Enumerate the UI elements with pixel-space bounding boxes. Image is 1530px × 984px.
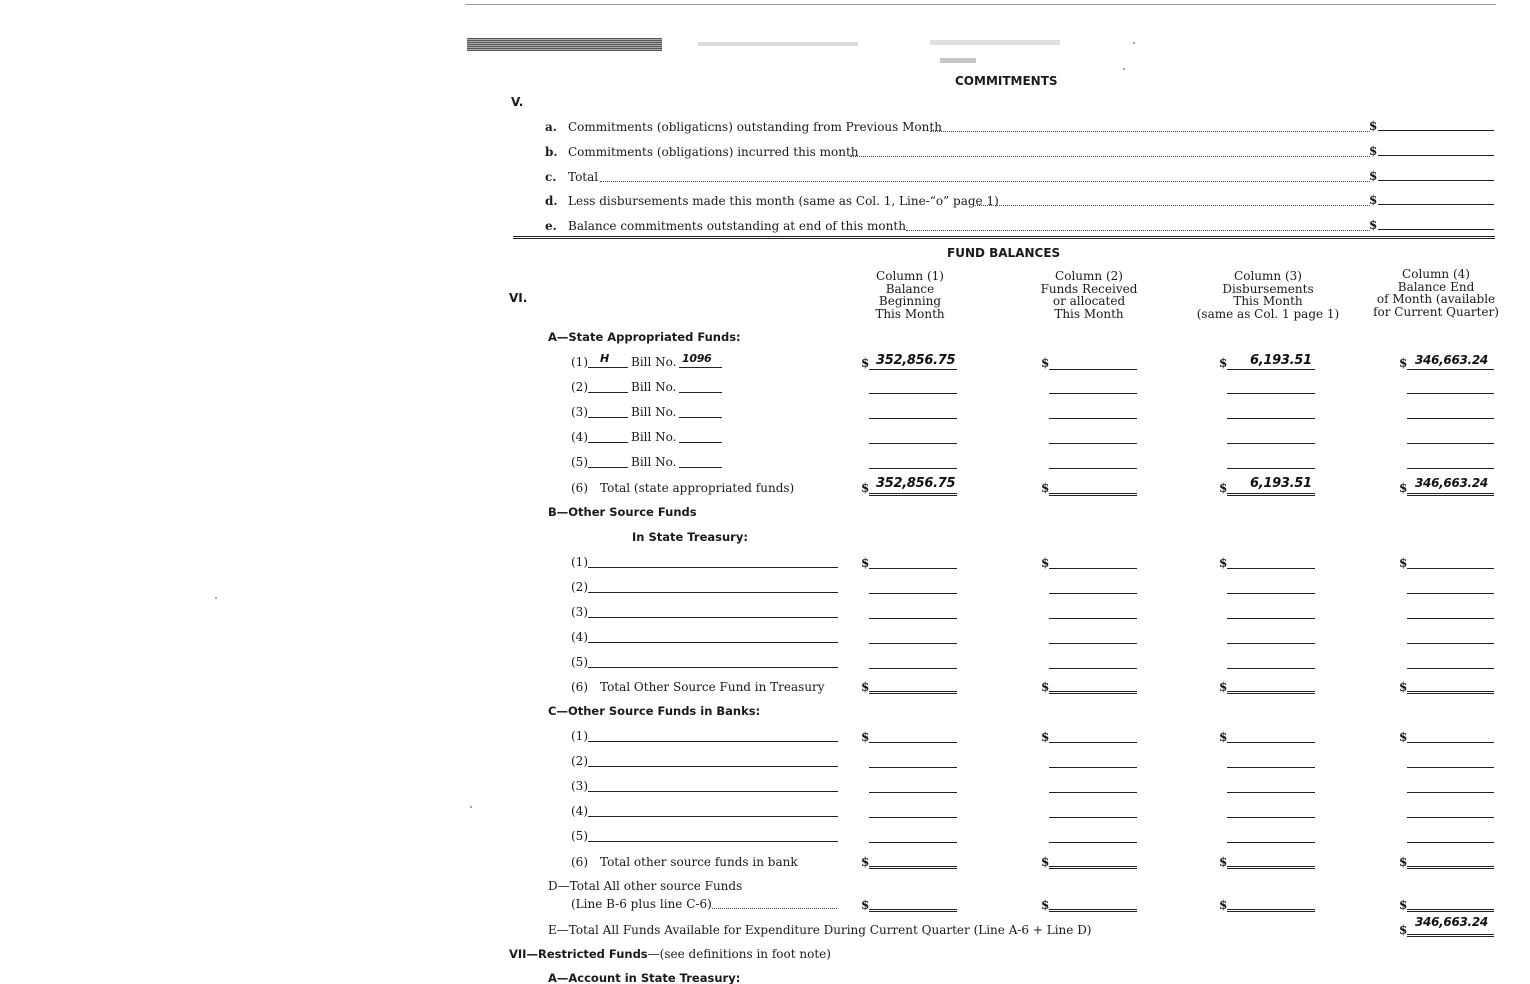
- col3-field[interactable]: [1227, 742, 1315, 743]
- col3-total-field[interactable]: [1227, 691, 1315, 694]
- currency-sign: $: [1219, 481, 1228, 495]
- col2-total-field[interactable]: [1049, 866, 1137, 869]
- bill-label: Bill No.: [631, 455, 677, 469]
- section-divider: [513, 236, 1495, 239]
- col4-value: 346,663.24: [1415, 353, 1488, 367]
- col2-total-field[interactable]: [1049, 909, 1137, 912]
- currency-sign: $: [861, 481, 870, 495]
- col4-field[interactable]: [1407, 792, 1494, 793]
- currency-sign: $: [861, 898, 870, 912]
- row-number: (6): [571, 481, 588, 495]
- commitment-label: Total: [568, 170, 599, 184]
- col1-field[interactable]: [869, 369, 957, 370]
- currency-sign: $: [1399, 730, 1408, 744]
- column-1-header: [850, 270, 970, 320]
- leader-dots: [850, 156, 1370, 157]
- col3-field[interactable]: [1227, 817, 1315, 818]
- column-header-line: Column (4): [1402, 267, 1470, 281]
- column-header-line: This Month: [1233, 294, 1303, 308]
- currency-sign: $: [1369, 119, 1378, 133]
- commitments-title: COMMITMENTS: [955, 74, 1058, 88]
- col3-value: 6,193.51: [1250, 353, 1312, 368]
- other-treasury-heading-line2: In State Treasury:: [632, 530, 748, 544]
- column-3-header: [1193, 270, 1343, 320]
- col1-field[interactable]: [869, 418, 957, 419]
- column-header-line: Balance End: [1397, 279, 1475, 294]
- col1-total-field[interactable]: [869, 866, 957, 869]
- currency-sign: $: [1219, 680, 1228, 694]
- bill-prefix-field[interactable]: [588, 367, 628, 368]
- leader-dots: [906, 230, 1370, 231]
- row-number: (6): [571, 855, 588, 869]
- col4-field[interactable]: [1407, 742, 1494, 743]
- col3-field[interactable]: [1227, 792, 1315, 793]
- bill-number-field[interactable]: [679, 392, 722, 393]
- total-available-label: E—Total All Funds Available for Expenditure During Current Quarter (Line A-6 + Line D): [548, 923, 1092, 937]
- col2-field[interactable]: [1049, 393, 1137, 394]
- row-number: (4): [571, 630, 588, 644]
- col3-field[interactable]: [1227, 668, 1315, 669]
- currency-sign: $: [1041, 556, 1050, 570]
- column-header-line: Balance: [885, 281, 935, 296]
- row-number: (1): [571, 729, 588, 743]
- bill-label: Bill No.: [631, 405, 677, 419]
- scan-speck: [215, 597, 217, 599]
- currency-sign: $: [861, 680, 870, 694]
- currency-sign: $: [1219, 898, 1228, 912]
- fund-balances-title: FUND BALANCES: [947, 246, 1061, 260]
- section-v-label: V.: [511, 95, 524, 109]
- col1-field[interactable]: [869, 742, 957, 743]
- commitment-label: Balance commitments outstanding at end of this month: [568, 219, 906, 233]
- currency-sign: $: [1399, 898, 1408, 912]
- other-treasury-heading: B—Other Source Funds: [548, 505, 697, 519]
- col4-total-value: 346,663.24: [1415, 476, 1488, 490]
- col2-field[interactable]: [1049, 817, 1137, 818]
- source-description-field[interactable]: [588, 567, 838, 568]
- currency-sign: $: [1041, 356, 1050, 370]
- restricted-account-heading: A—Account in State Treasury:: [548, 971, 741, 984]
- col4-field[interactable]: [1407, 643, 1494, 644]
- col1-field[interactable]: [869, 443, 957, 444]
- col4-total-field[interactable]: [1407, 493, 1494, 496]
- col3-field[interactable]: [1227, 568, 1315, 569]
- col3-total-field[interactable]: [1227, 493, 1315, 496]
- row-number: (5): [571, 655, 588, 669]
- section-vi-label: VI.: [509, 291, 528, 305]
- row-number: (2): [571, 754, 588, 768]
- col1-field[interactable]: [869, 593, 957, 594]
- col4-field[interactable]: [1407, 668, 1494, 669]
- scan-smudge: [698, 42, 858, 46]
- leader-dots: [600, 181, 1370, 182]
- scan-speck: [1133, 42, 1135, 44]
- col1-field[interactable]: [869, 568, 957, 569]
- col1-total-field[interactable]: [869, 691, 957, 694]
- column-header-line: This Month: [875, 306, 945, 321]
- state-appropriated-heading: A—State Appropriated Funds:: [548, 330, 741, 344]
- currency-sign: $: [1369, 193, 1378, 207]
- currency-sign: $: [1369, 169, 1378, 183]
- col2-field[interactable]: [1049, 568, 1137, 569]
- row-number: (5): [571, 829, 588, 843]
- currency-sign: $: [861, 556, 870, 570]
- col1-field[interactable]: [869, 792, 957, 793]
- col2-field[interactable]: [1049, 643, 1137, 644]
- total-label: Total (state appropriated funds): [600, 481, 795, 495]
- row-number: (3): [571, 605, 588, 619]
- col4-field[interactable]: [1407, 842, 1494, 843]
- col4-field[interactable]: [1407, 618, 1494, 619]
- leader-dots: [712, 908, 837, 909]
- col4-total-field[interactable]: [1407, 691, 1494, 694]
- restricted-funds-note: —(see definitions in foot note): [647, 947, 831, 961]
- commitment-letter: b.: [545, 145, 558, 159]
- col4-field[interactable]: [1407, 817, 1494, 818]
- col2-field[interactable]: [1049, 767, 1137, 768]
- col2-field[interactable]: [1049, 593, 1137, 594]
- commitment-value-field[interactable]: [1378, 204, 1494, 205]
- total-label: Total Other Source Fund in Treasury: [600, 680, 825, 694]
- bill-number-field[interactable]: [679, 442, 722, 443]
- column-header-line: of Month (available: [1376, 292, 1496, 306]
- commitment-value-field[interactable]: [1378, 229, 1494, 230]
- currency-sign: $: [1041, 680, 1050, 694]
- source-description-field[interactable]: [588, 617, 838, 618]
- restricted-funds-row: [509, 947, 831, 961]
- currency-sign: $: [861, 730, 870, 744]
- commitment-value-field[interactable]: [1378, 130, 1494, 131]
- column-header-line: or allocated: [1052, 294, 1126, 308]
- column-header-line: Disbursements: [1222, 281, 1314, 296]
- currency-sign: $: [1399, 556, 1408, 570]
- source-description-field[interactable]: [588, 841, 838, 842]
- col3-field[interactable]: [1227, 393, 1315, 394]
- col3-field[interactable]: [1227, 468, 1315, 469]
- currency-sign: $: [1399, 481, 1408, 495]
- col2-field[interactable]: [1049, 443, 1137, 444]
- row-number: (3): [571, 779, 588, 793]
- col4-field[interactable]: [1407, 393, 1494, 394]
- col1-total-value: 352,856.75: [876, 476, 956, 491]
- col2-total-field[interactable]: [1049, 493, 1137, 496]
- total-other-sublabel: (Line B-6 plus line C-6): [571, 897, 712, 911]
- total-label: Total other source funds in bank: [600, 855, 798, 869]
- col2-field[interactable]: [1049, 792, 1137, 793]
- column-header-line: (same as Col. 1 page 1): [1196, 306, 1340, 321]
- col1-field[interactable]: [869, 643, 957, 644]
- col3-field[interactable]: [1227, 767, 1315, 768]
- commitment-letter: e.: [545, 219, 557, 233]
- col3-field[interactable]: [1227, 418, 1315, 419]
- bill-prefix-field[interactable]: [588, 417, 628, 418]
- column-header-line: Beginning: [878, 294, 942, 308]
- other-banks-heading: C—Other Source Funds in Banks:: [548, 704, 761, 718]
- bill-prefix-value: H: [600, 352, 609, 365]
- col1-total-field[interactable]: [869, 909, 957, 912]
- commitment-value-field[interactable]: [1378, 155, 1494, 156]
- col4-field[interactable]: [1407, 568, 1494, 569]
- col2-total-field[interactable]: [1049, 691, 1137, 694]
- row-number: (5): [571, 455, 588, 469]
- col2-field[interactable]: [1049, 742, 1137, 743]
- col1-field[interactable]: [869, 668, 957, 669]
- col1-field[interactable]: [869, 468, 957, 469]
- commitment-value-field[interactable]: [1378, 180, 1494, 181]
- bill-prefix-field[interactable]: [588, 442, 628, 443]
- bill-label: Bill No.: [631, 380, 677, 394]
- col1-value: 352,856.75: [876, 353, 956, 368]
- commitment-letter: a.: [545, 120, 557, 134]
- col4-total-field[interactable]: [1407, 909, 1494, 912]
- scan-smudge: [940, 58, 976, 63]
- col4-field[interactable]: [1407, 468, 1494, 469]
- currency-sign: $: [1219, 730, 1228, 744]
- currency-sign: $: [1369, 218, 1378, 232]
- source-description-field[interactable]: [588, 667, 838, 668]
- col4-field[interactable]: [1407, 418, 1494, 419]
- currency-sign: $: [1041, 855, 1050, 869]
- commitment-letter: d.: [545, 194, 558, 208]
- currency-sign: $: [1219, 556, 1228, 570]
- currency-sign: $: [861, 356, 870, 370]
- column-header-line: for Current Quarter): [1373, 304, 1499, 319]
- leader-dots: [930, 131, 1370, 132]
- currency-sign: $: [1399, 855, 1408, 869]
- currency-sign: $: [1041, 730, 1050, 744]
- scan-speck: [1123, 68, 1125, 70]
- row-number: (4): [571, 804, 588, 818]
- col3-total-field[interactable]: [1227, 866, 1315, 869]
- scan-top-edge: [466, 4, 1496, 5]
- total-available-field[interactable]: [1407, 934, 1494, 937]
- column-header-line: Funds Received: [1040, 281, 1138, 296]
- column-2-header: [1024, 270, 1154, 320]
- source-description-field[interactable]: [588, 592, 838, 593]
- col2-field[interactable]: [1049, 369, 1137, 370]
- col2-field[interactable]: [1049, 668, 1137, 669]
- bill-number-value: 1096: [682, 352, 712, 365]
- col2-field[interactable]: [1049, 842, 1137, 843]
- col3-field[interactable]: [1227, 618, 1315, 619]
- col3-total-value: 6,193.51: [1250, 476, 1312, 491]
- col1-field[interactable]: [869, 817, 957, 818]
- bill-number-field[interactable]: [679, 417, 722, 418]
- bill-prefix-field[interactable]: [588, 467, 628, 468]
- col3-field[interactable]: [1227, 443, 1315, 444]
- col1-field[interactable]: [869, 767, 957, 768]
- col4-total-field[interactable]: [1407, 866, 1494, 869]
- row-number: (2): [571, 380, 588, 394]
- row-number: (4): [571, 430, 588, 444]
- scan-smudge: [467, 38, 662, 51]
- source-description-field[interactable]: [588, 642, 838, 643]
- row-number: (1): [571, 555, 588, 569]
- scan-speck: [470, 806, 472, 808]
- currency-sign: $: [1041, 898, 1050, 912]
- col3-field[interactable]: [1227, 593, 1315, 594]
- col1-total-field[interactable]: [869, 493, 957, 496]
- col2-field[interactable]: [1049, 618, 1137, 619]
- col3-field[interactable]: [1227, 643, 1315, 644]
- column-header-line: Column (2): [1055, 269, 1123, 283]
- currency-sign: $: [1219, 855, 1228, 869]
- bill-label: Bill No.: [631, 355, 677, 369]
- source-description-field[interactable]: [588, 816, 838, 817]
- scan-smudge: [930, 40, 1060, 45]
- row-number: (1): [571, 355, 588, 369]
- row-number: (6): [571, 680, 588, 694]
- col3-field[interactable]: [1227, 369, 1315, 370]
- column-header-line: Column (1): [876, 269, 944, 283]
- row-number: (2): [571, 580, 588, 594]
- currency-sign: $: [1041, 481, 1050, 495]
- col4-field[interactable]: [1407, 443, 1494, 444]
- total-other-label: D—Total All other source Funds: [548, 879, 743, 893]
- col2-field[interactable]: [1049, 418, 1137, 419]
- col1-field[interactable]: [869, 842, 957, 843]
- currency-sign: $: [1399, 356, 1408, 370]
- source-description-field[interactable]: [588, 791, 838, 792]
- row-number: (3): [571, 405, 588, 419]
- col1-field[interactable]: [869, 618, 957, 619]
- currency-sign: $: [1369, 144, 1378, 158]
- currency-sign: $: [1399, 923, 1408, 937]
- bill-number-field[interactable]: [679, 367, 722, 368]
- restricted-funds-heading: VII—Restricted Funds: [509, 947, 648, 961]
- currency-sign: $: [1399, 680, 1408, 694]
- commitment-label: Commitments (obligaticns) outstanding from Previous Month: [568, 120, 942, 134]
- bill-prefix-field[interactable]: [588, 392, 628, 393]
- col4-field[interactable]: [1407, 369, 1494, 370]
- currency-sign: $: [1219, 356, 1228, 370]
- source-description-field[interactable]: [588, 766, 838, 767]
- col2-field[interactable]: [1049, 468, 1137, 469]
- col3-total-field[interactable]: [1227, 909, 1315, 912]
- column-header-line: Column (3): [1234, 269, 1302, 283]
- total-available-value: 346,663.24: [1415, 915, 1488, 929]
- commitment-label: Commitments (obligations) incurred this month: [568, 145, 859, 159]
- column-4-header: [1369, 268, 1503, 318]
- col1-field[interactable]: [869, 393, 957, 394]
- source-description-field[interactable]: [588, 741, 838, 742]
- col3-field[interactable]: [1227, 842, 1315, 843]
- bill-label: Bill No.: [631, 430, 677, 444]
- currency-sign: $: [861, 855, 870, 869]
- leader-dots: [975, 205, 1370, 206]
- commitment-letter: c.: [545, 170, 557, 184]
- col4-field[interactable]: [1407, 767, 1494, 768]
- column-header-line: This Month: [1054, 306, 1124, 321]
- bill-number-field[interactable]: [679, 467, 722, 468]
- col4-field[interactable]: [1407, 593, 1494, 594]
- commitment-label: Less disbursements made this month (same as Col. 1, Line-“o” page 1): [568, 194, 999, 208]
